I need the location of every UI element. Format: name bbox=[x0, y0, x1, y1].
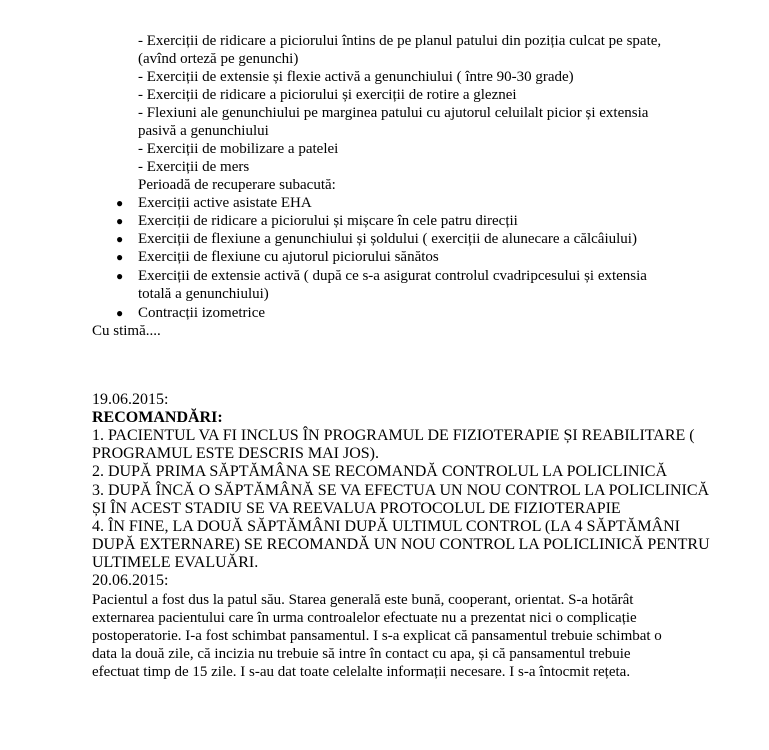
recovery-period-heading: Perioadă de recuperare subacută: bbox=[138, 177, 336, 193]
bullet-item: Contracții izometrice bbox=[138, 305, 266, 321]
paragraph-line: Pacientul a fost dus la patul său. Starea generală este bună, cooperant, orientat. S-a hotărât bbox=[92, 592, 634, 608]
bullet-icon: ● bbox=[116, 250, 124, 264]
bullet-icon: ● bbox=[116, 232, 124, 246]
exercise-line: - Exerciții de mobilizare a patelei bbox=[138, 141, 339, 157]
closing-salutation: Cu stimă.... bbox=[92, 323, 161, 339]
exercise-line: pasivă a genunchiului bbox=[138, 123, 269, 139]
exercise-line: - Exerciții de ridicare a piciorului și exerciții de rotire a gleznei bbox=[138, 87, 517, 103]
paragraph-line: data la două zile, că incizia nu trebuie să intre în contact cu apa, și că pansamentul trebuie bbox=[92, 646, 631, 662]
recommendation-line: DUPĂ EXTERNARE) SE RECOMANDĂ UN NOU CONTROL LA POLICLINICĂ PENTRU bbox=[92, 536, 710, 553]
exercise-line: - Exerciții de ridicare a piciorului întins de pe planul patului din poziția culcat pe spate, bbox=[138, 33, 662, 49]
recommendation-line: ȘI ÎN ACEST STADIU SE VA REEVALUA PROTOCOLUL DE FIZIOTERAPIE bbox=[92, 500, 621, 517]
bullet-icon: ● bbox=[116, 196, 124, 210]
paragraph-line: postoperatorie. I-a fost schimbat pansamentul. I s-a explicat că pansamentul trebuie schimbat o bbox=[92, 628, 662, 644]
recommendation-line: 2. DUPĂ PRIMA SĂPTĂMÂNA SE RECOMANDĂ CONTROLUL LA POLICLINICĂ bbox=[92, 463, 668, 480]
recommendation-line: 1. PACIENTUL VA FI INCLUS ÎN PROGRAMUL DE FIZIOTERAPIE ȘI REABILITARE ( bbox=[92, 427, 695, 444]
recommendations-heading: RECOMANDĂRI: bbox=[92, 409, 223, 426]
bullet-icon: ● bbox=[116, 306, 124, 320]
recommendation-line: 4. ÎN FINE, LA DOUĂ SĂPTĂMÂNI DUPĂ ULTIMUL CONTROL (LA 4 SĂPTĂMÂNI bbox=[92, 518, 681, 535]
exercise-line: (avînd orteză pe genunchi) bbox=[138, 51, 299, 67]
exercise-line: - Flexiuni ale genunchiului pe marginea patului cu ajutorul celuilalt picior și extensia bbox=[138, 105, 649, 121]
bullet-item-continued: totală a genunchiului) bbox=[138, 286, 269, 302]
date-entry: 20.06.2015: bbox=[92, 572, 169, 589]
date-entry: 19.06.2015: bbox=[92, 391, 169, 408]
bullet-item: Exerciții de flexiune cu ajutorul piciorului sănătos bbox=[138, 249, 439, 265]
recommendation-line: 3. DUPĂ ÎNCĂ O SĂPTĂMÂNĂ SE VA EFECTUA UN NOU CONTROL LA POLICLINICĂ bbox=[92, 482, 710, 499]
exercise-line: - Exerciții de mers bbox=[138, 159, 250, 175]
bullet-item: Exerciții de ridicare a piciorului și mișcare în cele patru direcții bbox=[138, 213, 518, 229]
paragraph-line: efectuat timp de 15 zile. I s-au dat toate celelalte informații necesare. I s-a întocmit rețeta. bbox=[92, 664, 631, 680]
paragraph-line: externarea pacientului care în urma controalelor efectuate nu a prezentat nici o complicație bbox=[92, 610, 637, 626]
bullet-item: Exerciții de extensie activă ( după ce s-a asigurat controlul cvadripcesului și extensia bbox=[138, 268, 647, 284]
recommendation-line: PROGRAMUL ESTE DESCRIS MAI JOS). bbox=[92, 445, 379, 462]
bullet-icon: ● bbox=[116, 269, 124, 283]
exercise-line: - Exerciții de extensie și flexie activă a genunchiului ( între 90-30 grade) bbox=[138, 69, 574, 85]
bullet-item: Exerciții de flexiune a genunchiului și șoldului ( exerciții de alunecare a călcâiului) bbox=[138, 231, 637, 247]
recommendation-line: ULTIMELE EVALUĂRI. bbox=[92, 554, 259, 571]
bullet-icon: ● bbox=[116, 214, 124, 228]
bullet-item: Exerciții active asistate EHA bbox=[138, 195, 312, 211]
